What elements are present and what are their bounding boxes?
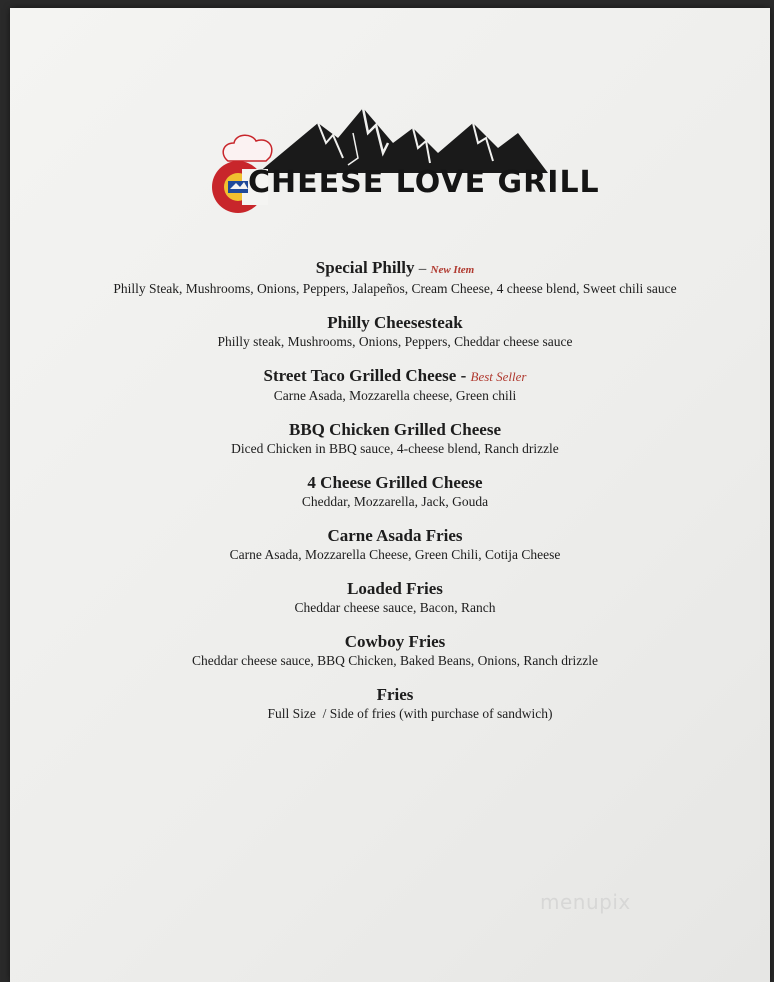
menu-item <box>70 313 720 350</box>
item-name: Cowboy Fries <box>344 632 446 651</box>
best-seller-badge: Best Seller <box>470 369 527 384</box>
menu-item <box>70 473 720 510</box>
item-name: Fries <box>376 685 414 704</box>
menu-list <box>70 258 720 738</box>
menu-item <box>70 579 720 616</box>
item-description: Cheddar cheese sauce, Bacon, Ranch <box>294 600 496 615</box>
item-description: Cheddar cheese sauce, BBQ Chicken, Baked Beans, Onions, Ranch drizzle <box>191 653 598 668</box>
item-name <box>70 366 720 387</box>
watermark: menupix <box>540 890 631 914</box>
menu-page <box>10 8 770 982</box>
item-description: Carne Asada, Mozzarella cheese, Green chili <box>273 388 517 403</box>
menu-item <box>70 258 720 297</box>
item-name <box>70 258 720 280</box>
item-description: Carne Asada, Mozzarella Cheese, Green Chili, Cotija Cheese <box>229 547 561 562</box>
brand-name: CHEESE LOVE GRILL <box>248 165 600 200</box>
item-name: Philly Cheesesteak <box>327 313 463 332</box>
menu-item <box>70 685 720 722</box>
menu-item <box>70 366 720 404</box>
menu-item <box>70 420 720 457</box>
item-name: Loaded Fries <box>347 579 443 598</box>
mountain-logo-icon <box>198 103 578 223</box>
menu-item <box>70 526 720 563</box>
item-separator: - <box>460 366 467 385</box>
item-description: Philly Steak, Mushrooms, Onions, Peppers, Jalapeños, Cream Cheese, 4 cheese blend, Sweet chili sauce <box>113 281 677 296</box>
item-name: Carne Asada Fries <box>327 526 463 545</box>
item-name: BBQ Chicken Grilled Cheese <box>288 420 502 439</box>
item-name: 4 Cheese Grilled Cheese <box>307 473 483 492</box>
logo <box>198 103 600 223</box>
item-description: Philly steak, Mushrooms, Onions, Peppers, Cheddar cheese sauce <box>217 334 573 349</box>
item-separator: – <box>418 261 427 277</box>
item-title: Special Philly <box>315 258 415 277</box>
item-description: Diced Chicken in BBQ sauce, 4-cheese blend, Ranch drizzle <box>231 441 559 456</box>
item-description: Cheddar, Mozzarella, Jack, Gouda <box>301 494 489 509</box>
menu-item <box>70 632 720 669</box>
item-description: Full Size / Side of fries (with purchase of sandwich) <box>267 706 553 721</box>
item-title: Street Taco Grilled Cheese <box>263 366 457 385</box>
new-item-badge: New Item <box>430 264 475 276</box>
